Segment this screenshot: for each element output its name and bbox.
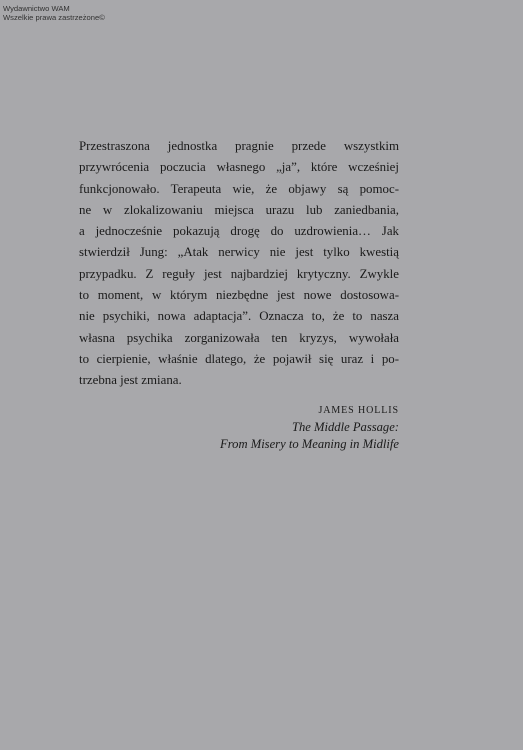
quote-line: Przestraszona jednostka pragnie przede wszystkim xyxy=(79,139,399,153)
publisher-header xyxy=(3,4,105,22)
quote-attribution xyxy=(220,403,399,454)
quote-line: stwierdził Jung: „Atak nerwicy nie jest tylko kwestią xyxy=(79,245,399,260)
quote-line: ne w zlokalizowaniu miejsca urazu lub zaniedbania, xyxy=(79,202,399,217)
quote-line: nie psychiki, nowa adaptacja”. Oznacza to, że to nasza xyxy=(79,309,399,324)
book-title-line-1: The Middle Passage: xyxy=(291,420,399,434)
quote-line: przywrócenia poczucia własnego „ja”, które wcześniej xyxy=(79,160,399,175)
copyright-notice: Wszelkie prawa zastrzeżone© xyxy=(3,13,105,23)
quote-line: to cierpienie, właśnie dlatego, że pojawił się uraz i po- xyxy=(79,351,399,366)
quote-line: trzebna jest zmiana. xyxy=(79,373,182,388)
book-title-line-2: From Misery to Meaning in Midlife xyxy=(220,437,399,452)
quote-line: a jednocześnie pokazują drogę do uzdrowienia… Jak xyxy=(79,224,399,239)
quote-line: własna psychika zorganizowała ten kryzys, wywołała xyxy=(79,330,399,345)
epigraph-quote xyxy=(79,136,399,392)
publisher-name: Wydawnictwo WAM xyxy=(3,4,70,13)
quote-line: to moment, w którym niezbędne jest nowe dostosowa- xyxy=(79,288,399,303)
quote-line: przypadku. Z reguły jest najbardziej krytyczny. Zwykle xyxy=(79,266,399,281)
author-name: JAMES HOLLIS xyxy=(318,405,399,416)
quote-line: funkcjonowało. Terapeuta wie, że objawy są pomoc- xyxy=(79,181,399,196)
